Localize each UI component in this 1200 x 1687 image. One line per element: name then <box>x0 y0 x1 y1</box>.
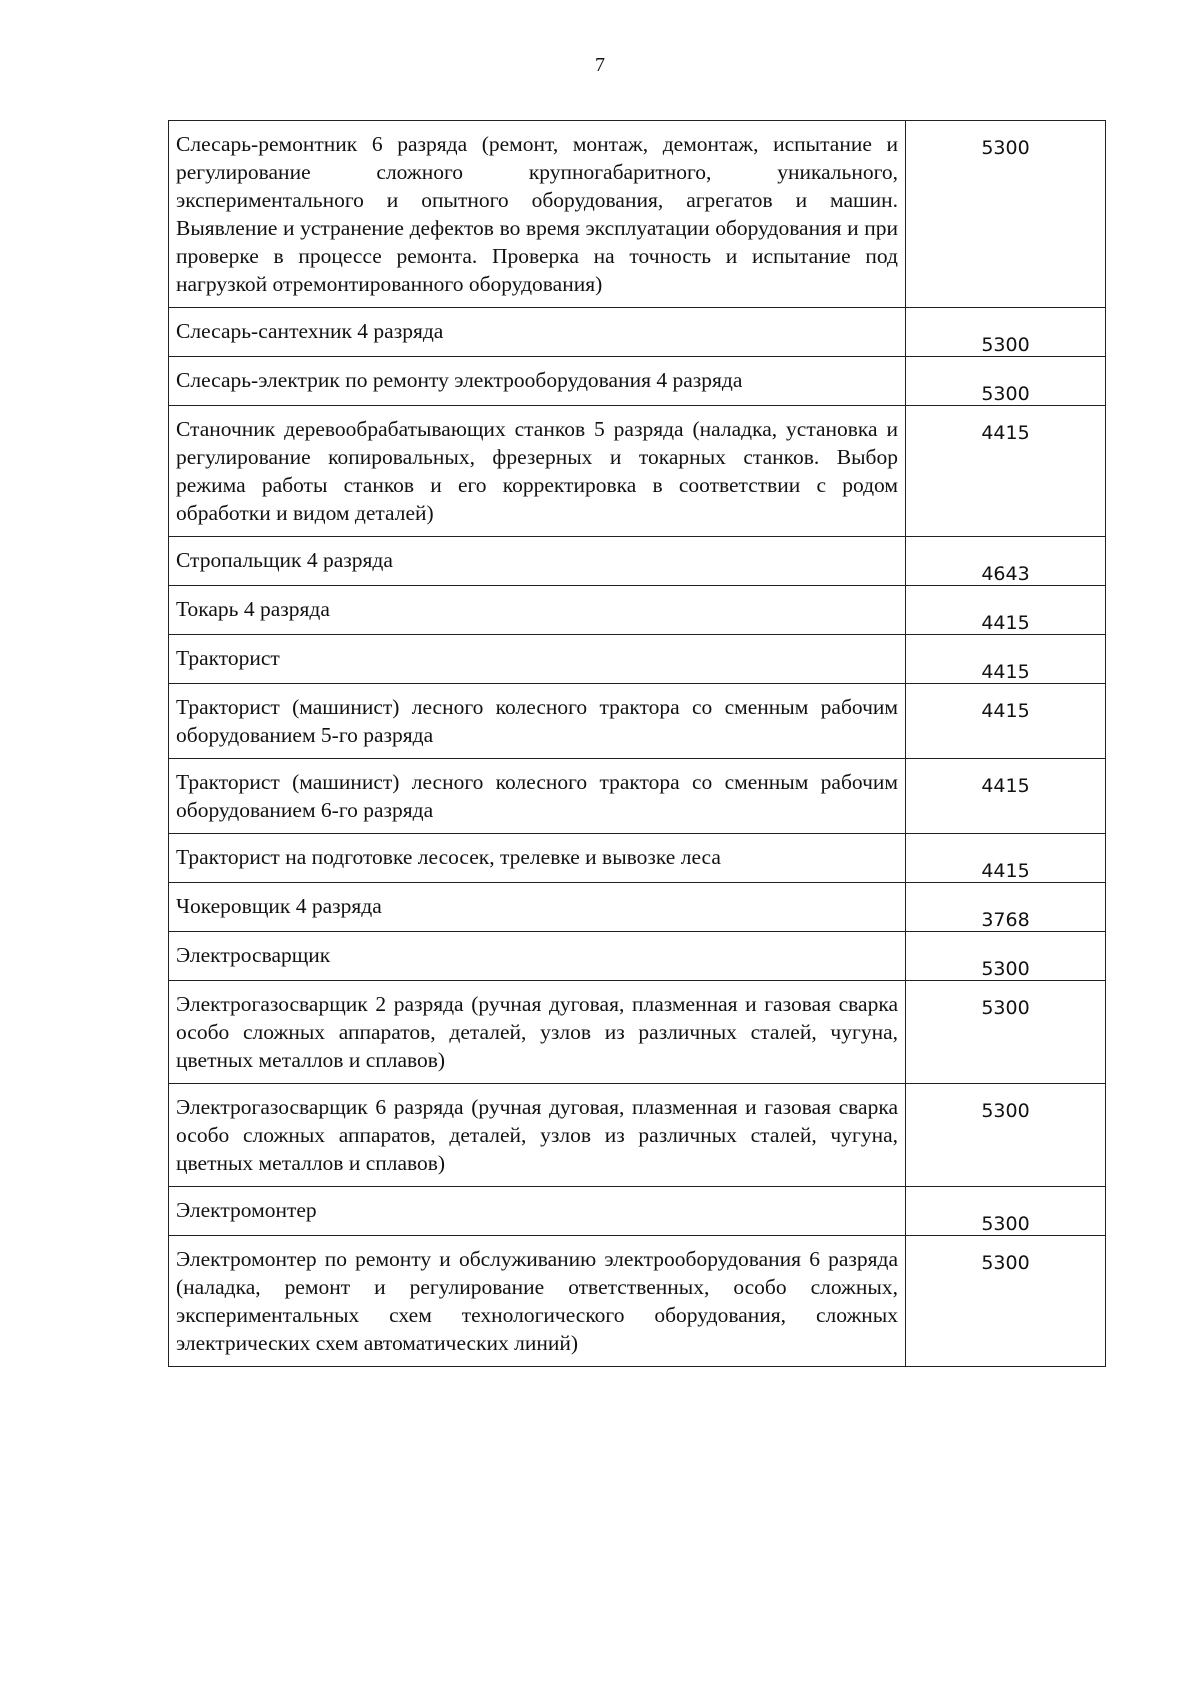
profession-value: 4415 <box>906 684 1106 759</box>
profession-description: Слесарь-сантехник 4 разряда <box>169 308 906 357</box>
profession-description: Электрогазосварщик 2 разряда (ручная дуговая, плазменная и газовая сварка особо сложных аппаратов, деталей, узлов из различных сталей, чугуна, цветных металлов и сплавов) <box>169 981 906 1084</box>
profession-value: 5300 <box>906 121 1106 308</box>
profession-description: Токарь 4 разряда <box>169 586 906 635</box>
profession-description: Слесарь-ремонтник 6 разряда (ремонт, монтаж, демонтаж, испытание и регулирование сложного крупногабаритного, уникального, экспериментального и опытного оборудования, агрегатов и машин. Выявление и устранение дефектов во время эксплуатации оборудования и при проверке в процессе ремонта. Проверка на точность и испытание под нагрузкой отремонтированного оборудования) <box>169 121 906 308</box>
page-number: 7 <box>595 54 605 76</box>
profession-description: Тракторист на подготовке лесосек, трелевке и вывозке леса <box>169 834 906 883</box>
profession-value: 5300 <box>906 1187 1106 1236</box>
table-row <box>169 932 1106 981</box>
table-row <box>169 357 1106 406</box>
table-row <box>169 759 1106 834</box>
profession-description: Стропальщик 4 разряда <box>169 537 906 586</box>
profession-value: 5300 <box>906 357 1106 406</box>
profession-description: Станочник деревообрабатывающих станков 5 разряда (наладка, установка и регулирование копировальных, фрезерных и токарных станков. Выбор режима работы станков и его корректировка в соответствии с родом обработки и видом деталей) <box>169 406 906 537</box>
profession-description: Тракторист (машинист) лесного колесного трактора со сменным рабочим оборудованием 5-го разряда <box>169 684 906 759</box>
profession-description: Тракторист (машинист) лесного колесного трактора со сменным рабочим оборудованием 6-го разряда <box>169 759 906 834</box>
table-row <box>169 1236 1106 1367</box>
table-row <box>169 635 1106 684</box>
table-row <box>169 308 1106 357</box>
profession-value: 5300 <box>906 932 1106 981</box>
profession-description: Слесарь-электрик по ремонту электрооборудования 4 разряда <box>169 357 906 406</box>
profession-description: Чокеровщик 4 разряда <box>169 883 906 932</box>
table-row <box>169 834 1106 883</box>
profession-value: 5300 <box>906 308 1106 357</box>
table-row <box>169 981 1106 1084</box>
profession-value: 4415 <box>906 406 1106 537</box>
professions-table <box>168 120 1106 1367</box>
profession-description: Электромонтер по ремонту и обслуживанию электрооборудования 6 разряда (наладка, ремонт и регулирование ответственных, особо сложных, экспериментальных схем технологического оборудования, сложных электрических схем автоматических линий) <box>169 1236 906 1367</box>
profession-value: 5300 <box>906 1084 1106 1187</box>
table-row <box>169 586 1106 635</box>
table-row <box>169 883 1106 932</box>
table-row <box>169 406 1106 537</box>
profession-value: 3768 <box>906 883 1106 932</box>
table-row <box>169 537 1106 586</box>
profession-value: 4415 <box>906 635 1106 684</box>
profession-value: 5300 <box>906 1236 1106 1367</box>
profession-description: Тракторист <box>169 635 906 684</box>
profession-description: Электрогазосварщик 6 разряда (ручная дуговая, плазменная и газовая сварка особо сложных аппаратов, деталей, узлов из различных сталей, чугуна, цветных металлов и сплавов) <box>169 1084 906 1187</box>
profession-description: Электросварщик <box>169 932 906 981</box>
profession-value: 4415 <box>906 759 1106 834</box>
table-row <box>169 1187 1106 1236</box>
profession-value: 4415 <box>906 586 1106 635</box>
profession-value: 4643 <box>906 537 1106 586</box>
profession-value: 5300 <box>906 981 1106 1084</box>
profession-description: Электромонтер <box>169 1187 906 1236</box>
table-row <box>169 1084 1106 1187</box>
table-row <box>169 684 1106 759</box>
table-row <box>169 121 1106 308</box>
profession-value: 4415 <box>906 834 1106 883</box>
